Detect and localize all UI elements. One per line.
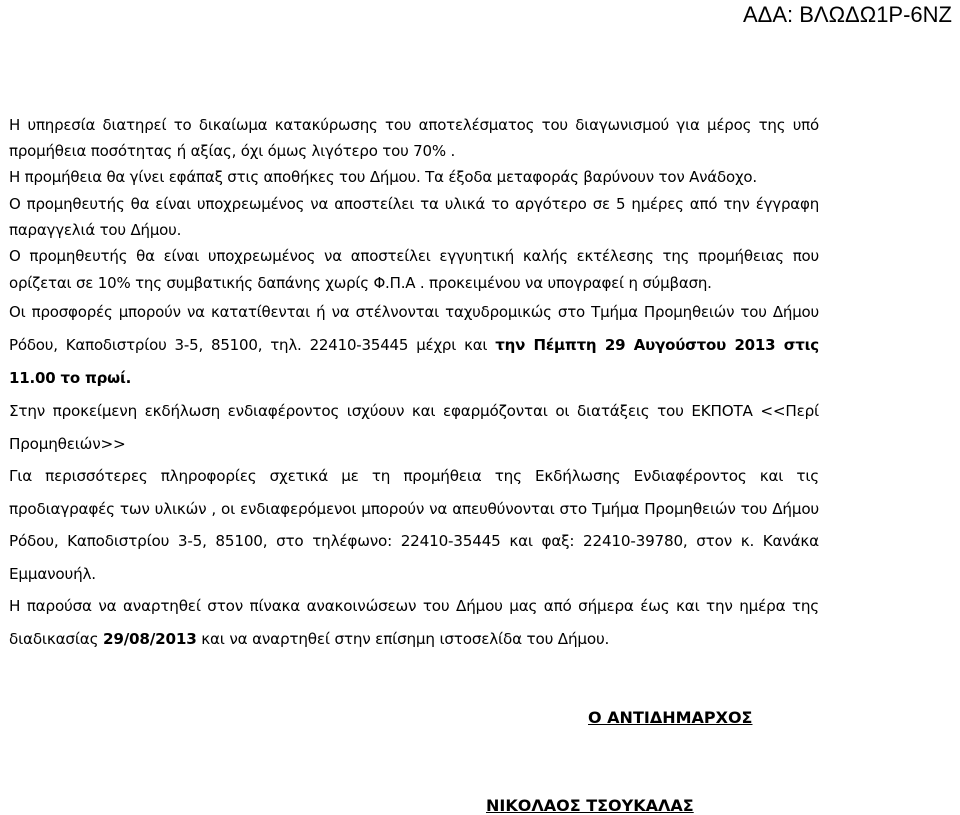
publication-text: Η παρούσα να αναρτηθεί στον πίνακα ανακοινώσεων του Δήμου μας από σήμερα έως και την ημέρα της διαδικασίας bbox=[9, 597, 819, 648]
publication-date: 29/08/2013 bbox=[102, 629, 197, 648]
info-block bbox=[9, 395, 819, 655]
submission-deadline: την Πέμπτη 29 Αυγούστου 2013 στις 11.00 το πρωί bbox=[9, 336, 820, 388]
paragraph-guarantee: Ο προμηθευτής θα είναι υποχρεωμένος να αποστείλει εγγυητική καλής εκτέλεσης της προμήθειας που ορίζεται σε 10% της συμβατικής δαπάνης χωρίς Φ.Π.Α . προκειμένου να υπογραφεί η σύμβαση. bbox=[9, 247, 819, 292]
paragraph-award-right: Η υπηρεσία διατηρεί το δικαίωμα κατακύρωσης του αποτελέσματος του διαγωνισμού για μέρος της υπό προμήθεια ποσότητας ή αξίας, όχι όμως λιγότερο του 70% . bbox=[9, 116, 819, 161]
paragraph-publication bbox=[9, 590, 819, 655]
document-ada-code: ΑΔΑ: ΒΛΩΔΩ1Ρ-6ΝΖ bbox=[742, 2, 952, 27]
paragraph-delivery-deadline: Ο προμηθευτής θα είναι υποχρεωμένος να αποστείλει τα υλικά το αργότερο σε 5 ημέρες από την έγγραφη παραγγελιά του Δήμου. bbox=[9, 194, 819, 240]
paragraph-contact-info: Για περισσότερες πληροφορίες σχετικά με τη προμήθεια της Εκδήλωσης Ενδιαφέροντος και τις προδιαγραφές των υλικών , οι ενδιαφερόμενοι μπορούν να απευθύνονται στο Τμήμα Προμηθειών του Δήμου Ρόδου, Καποδιστρίου 3-5, 85100, στο τηλέφωνο: 22410-35445 και φαξ: 22410-39780, στον κ. Κανάκα Εμμανουήλ. bbox=[9, 467, 819, 583]
paragraph-submission bbox=[9, 296, 819, 395]
submission-block bbox=[9, 296, 819, 395]
paragraph-legal-framework: Στην προκείμενη εκδήλωση ενδιαφέροντος ισχύουν και εφαρμόζονται οι διατάξεις του ΕΚΠΟΤΑ <<Περί Προμηθειών>> bbox=[9, 402, 819, 453]
signature-title: Ο ΑΝΤΙΔΗΜΑΡΧΟΣ bbox=[588, 708, 753, 727]
paragraph-delivery: Η προμήθεια θα γίνει εφάπαξ στις αποθήκες του Δήμου. Τα έξοδα μεταφοράς βαρύνουν τον Ανάδοχο. bbox=[9, 168, 757, 187]
publication-end: και να αναρτηθεί στην επίσημη ιστοσελίδα του Δήμου. bbox=[196, 629, 610, 648]
signature-name: ΝΙΚΟΛΑΟΣ ΤΣΟΥΚΑΛΑΣ bbox=[486, 796, 694, 815]
document-body bbox=[9, 112, 819, 655]
supplier-block bbox=[9, 191, 819, 297]
submission-text: Οι προσφορές μπορούν να κατατίθενται ή να στέλνονται ταχυδρομικώς στο Τμήμα Προμηθειών του Δήμου Ρόδου, Καποδιστρίου 3-5, 85100, τηλ. 22410-35445 μέχρι και bbox=[9, 303, 819, 355]
terms-block bbox=[9, 112, 819, 191]
submission-end: . bbox=[125, 369, 132, 388]
